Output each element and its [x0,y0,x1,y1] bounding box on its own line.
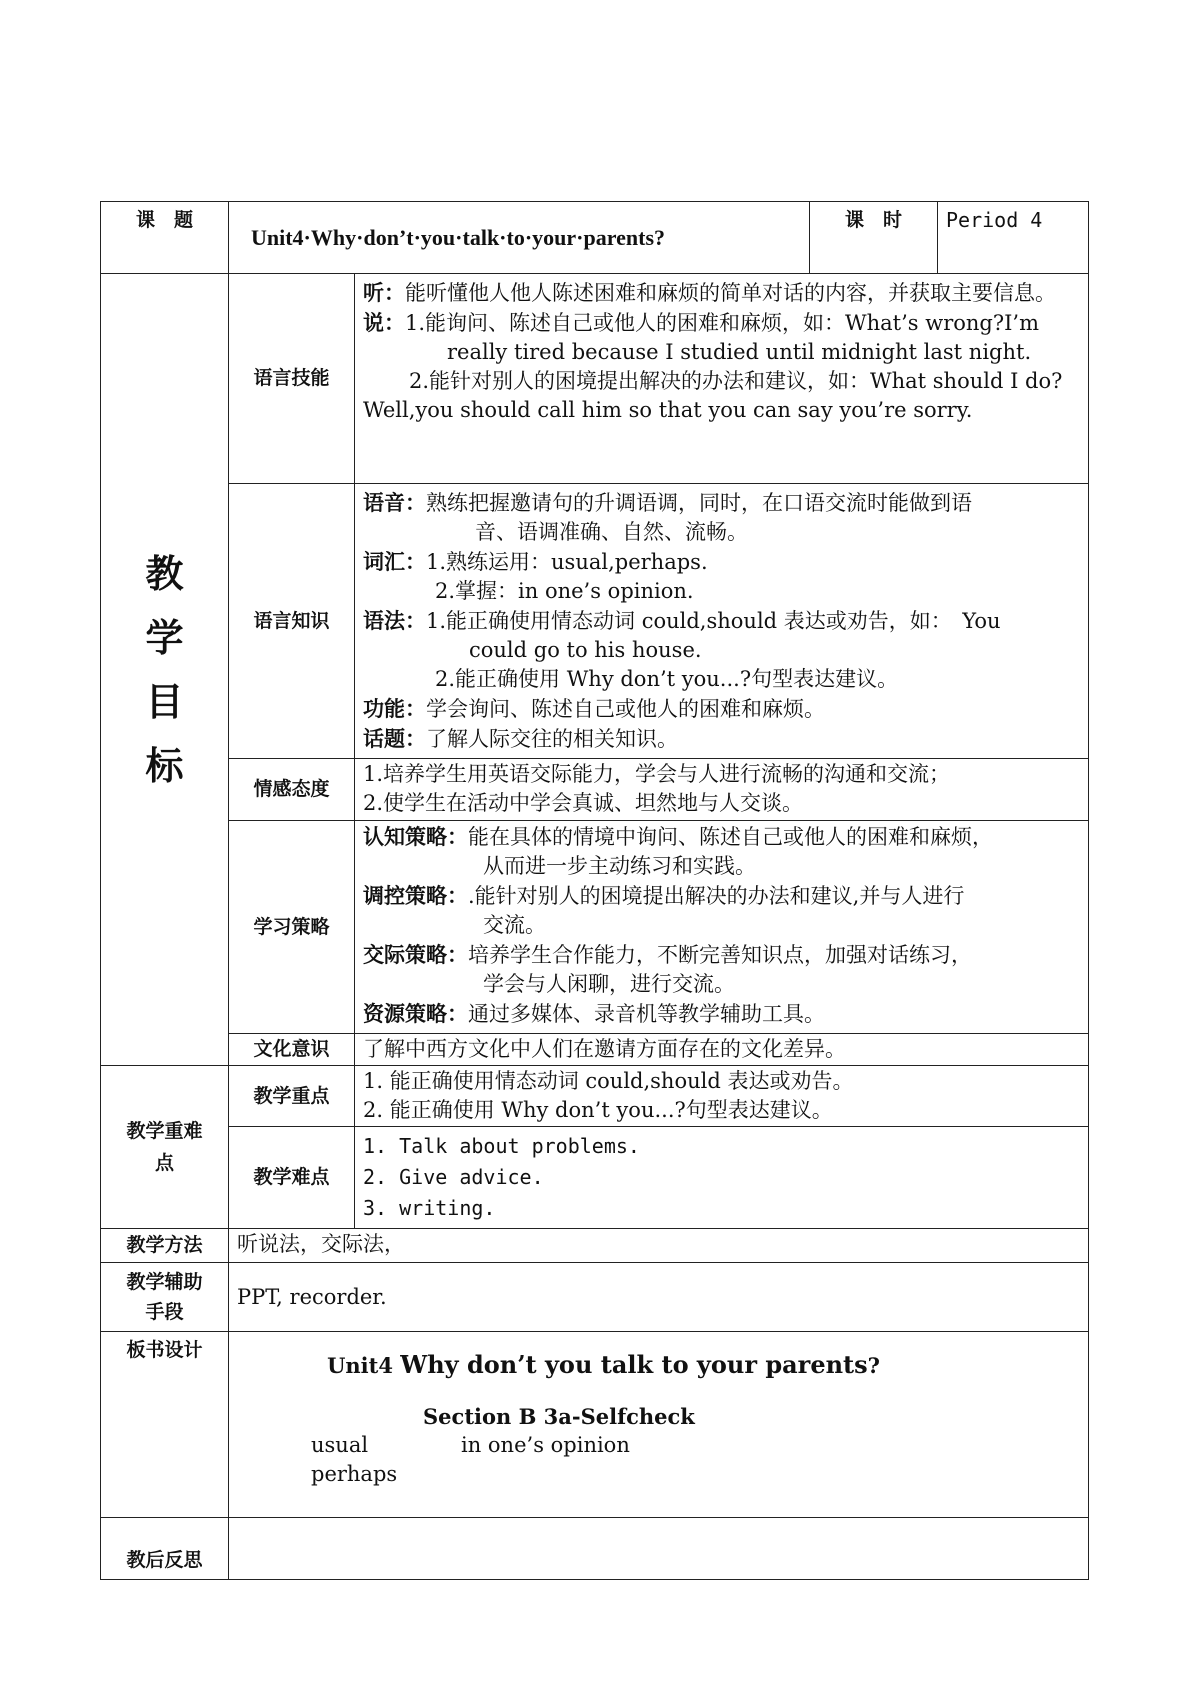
lesson-plan [100,201,1088,1580]
culture-label: 文化意识 [229,1034,355,1066]
focus-content: 1. 能正确使用情态动词 could,should 表达或劝告。 2. 能正确使用 Why don’t you...?句型表达建议。 [355,1066,1089,1127]
skills-speaking-1: 说：1.能询问、陈述自己或他人的困难和麻烦，如：What’s wrong?I’m [363,310,1039,335]
attitude-content: 1.培养学生用英语交际能力，学会与人进行流畅的沟通和交流； 2.使学生在活动中学会真诚、坦然地与人交谈。 [355,759,1089,821]
board-section: Section B 3a-Selfcheck [423,1404,695,1429]
skills-speaking-1-cont: really tired because I studied until midnight last night. [447,340,1032,364]
lesson-plan-table [100,201,1089,1580]
objectives-label: 教 学 目 标 [101,274,229,1066]
culture-content: 了解中西方文化中人们在邀请方面存在的文化差异。 [355,1034,1089,1066]
difficulty-content: 1. Talk about problems. 2. Give advice. 3. writing. [355,1127,1089,1229]
reflection-content [229,1518,1089,1580]
aids-content: PPT, recorder. [229,1263,1089,1332]
aids-label: 教学辅助手段 [101,1263,229,1332]
board-label: 板书设计 [101,1332,229,1518]
method-content: 听说法，交际法， [229,1229,1089,1263]
strategy-label: 学习策略 [229,821,355,1034]
knowledge-label: 语言知识 [229,484,355,759]
skills-speaking-2: 2.能针对别人的困境提出解决的办法和建议，如：What should I do?Well,you should call him so that you can say you’re sorry. [363,369,1063,422]
reflection-label: 教后反思 [101,1518,229,1580]
difficulty-label: 教学难点 [229,1127,355,1229]
skills-label: 语言技能 [229,274,355,484]
board-title: Unit4 Why don’t you talk to your parents? [327,1350,880,1379]
lesson-title: Unit4·Why·don’t·you·talk·to·your·parents? [229,202,810,274]
board-row-1: usual in one’s opinion [311,1433,630,1457]
board-content [229,1332,1089,1518]
method-label: 教学方法 [101,1229,229,1263]
knowledge-content: 语音：熟练把握邀请句的升调语调，同时，在口语交流时能做到语 音、语调准确、自然、流畅。 词汇：1.熟练运用：usual,perhaps. 2.掌握：in one’s opinion. 语法：1.能正确使用情态动词 could,should 表达或劝告，如： You could go to his house. 2.能正确使用 Why don’t you...?句型表达建议。 功能：学会询问、陈述自己或他人的困难和麻烦。 话题：了解人际交往的相关知识。 [355,484,1089,759]
topic-label: 课 题 [101,202,229,274]
strategy-content: 认知策略：能在具体的情境中询问、陈述自己或他人的困难和麻烦， 从而进一步主动练习和实践。 调控策略：.能针对别人的困境提出解决的办法和建议,并与人进行 交流。 交际策略：培养学生合作能力，不断完善知识点，加强对话练习， 学会与人闲聊，进行交流。 资源策略：通过多媒体、录音机等教学辅助工具。 [355,821,1089,1034]
skills-content [355,274,1089,484]
period-value: Period 4 [938,202,1089,274]
focus-label: 教学重点 [229,1066,355,1127]
attitude-label: 情感态度 [229,759,355,821]
board-row-2: perhaps [311,1462,398,1486]
skills-listening: 听：能听懂他人他人陈述困难和麻烦的简单对话的内容，并获取主要信息。 [363,280,1056,305]
key-points-label: 教学重难点 [101,1066,229,1229]
period-label: 课 时 [810,202,938,274]
